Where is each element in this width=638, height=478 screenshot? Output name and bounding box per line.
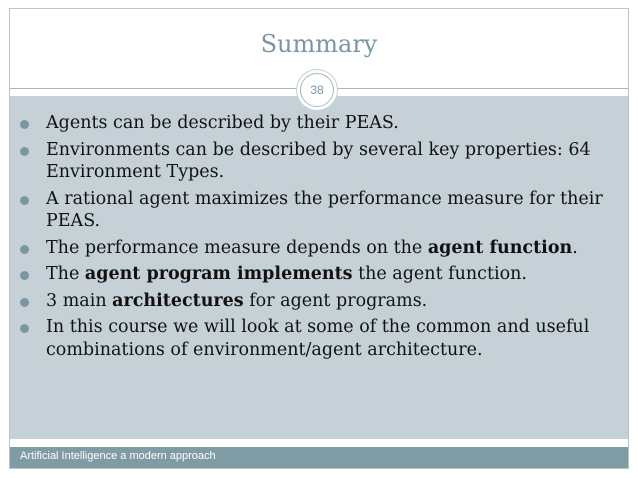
bullet-text: Environments can be described by several key properties: 64 Environment Types. bbox=[46, 139, 591, 182]
bullet-icon bbox=[20, 324, 29, 333]
bullet-icon bbox=[20, 196, 29, 205]
bullet-item bbox=[10, 316, 628, 361]
footer-bar bbox=[10, 447, 628, 468]
bullet-icon bbox=[20, 147, 29, 156]
bullet-item bbox=[10, 112, 628, 135]
bullet-icon bbox=[20, 245, 29, 254]
slide-number-badge: 38 bbox=[300, 73, 334, 107]
bullet-item bbox=[10, 139, 628, 184]
slide-title: Summary bbox=[260, 30, 378, 58]
bullet-text: The bbox=[46, 264, 85, 284]
bullet-text: Agents can be described by their PEAS. bbox=[46, 113, 399, 133]
bullet-text-bold: agent program implements bbox=[84, 264, 353, 284]
bullet-text: 3 main bbox=[46, 290, 113, 311]
bullet-text: . bbox=[572, 237, 578, 258]
bullet-item bbox=[10, 290, 628, 313]
footer-text: Artificial Intelligence a modern approach bbox=[20, 450, 216, 462]
bullet-text: for agent programs. bbox=[243, 290, 428, 311]
bullet-text: In this course we will look at some of the common and useful combinations of environment/agent architecture. bbox=[46, 317, 590, 360]
bullet-text: The performance measure depends on the bbox=[46, 237, 428, 258]
bullet-item bbox=[10, 188, 628, 233]
bullet-text-bold: agent function bbox=[427, 237, 573, 258]
bullet-item bbox=[10, 237, 628, 260]
bullet-item bbox=[10, 263, 628, 286]
bullet-icon bbox=[20, 120, 29, 129]
bullet-text-bold: architectures bbox=[112, 290, 244, 311]
bullet-list bbox=[10, 96, 628, 361]
bullet-text: the agent function. bbox=[352, 264, 527, 284]
content-area bbox=[10, 96, 628, 439]
bullet-text: A rational agent maximizes the performance measure for their PEAS. bbox=[46, 188, 603, 231]
bullet-icon bbox=[20, 271, 29, 280]
bullet-icon bbox=[20, 298, 29, 307]
